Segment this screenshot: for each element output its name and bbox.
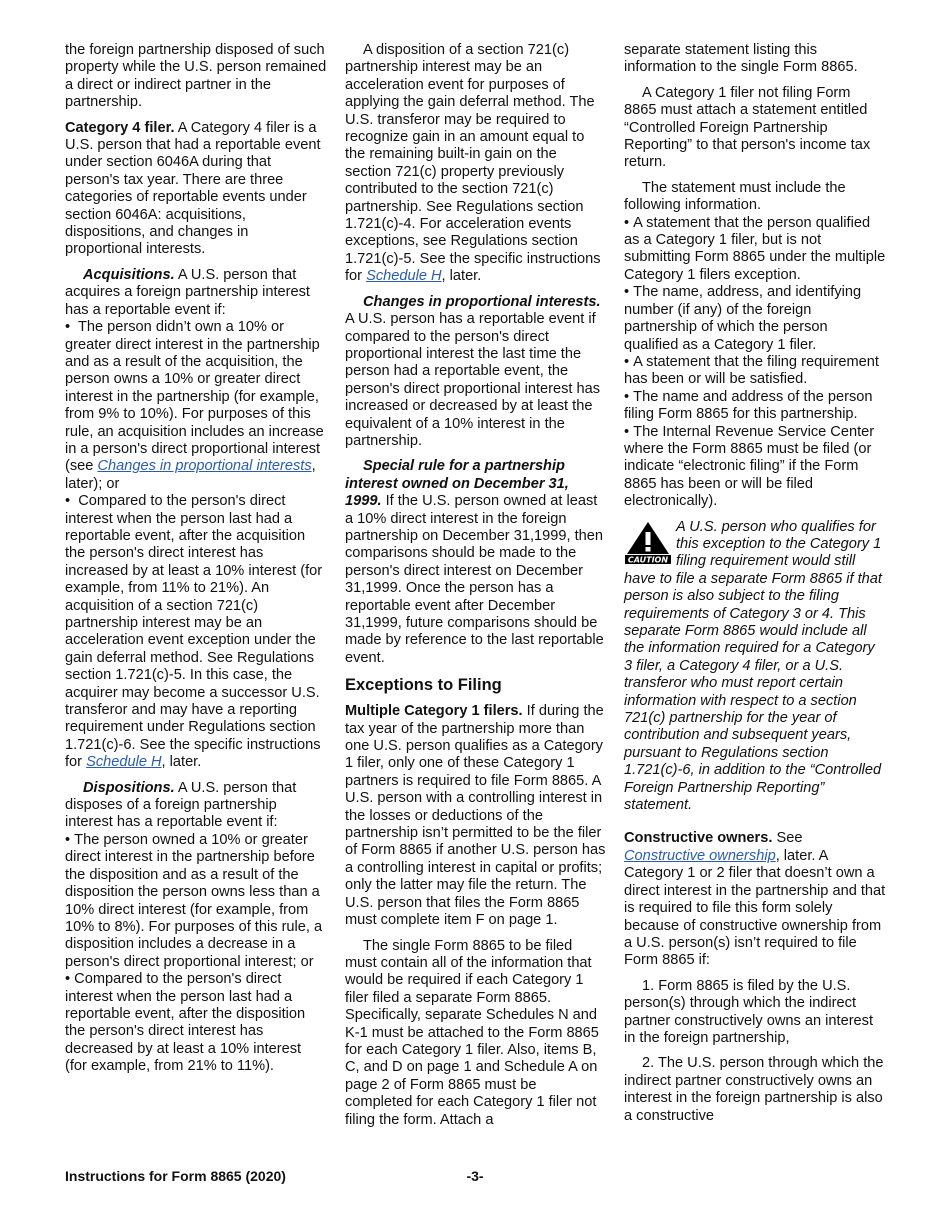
- intro-paragraph: the foreign partnership disposed of such property while the U.S. person remained a direct or indirect partner in the partnership.: [65, 42, 327, 111]
- single-form-paragraph: The single Form 8865 to be filed must contain all of the information that would be required if each Category 1 filer filed a separate Form 8865. Specifically, separate Schedules N and K-1 must be attached to the Form 8865 for each Category 1 filer. Also, items B, C, and D on page 1 and Schedule A on page 2 of Form 8865 must be completed for each Category 1 filer not filing the form. Attach a: [345, 937, 599, 1128]
- page-number: -3-: [466, 1168, 484, 1184]
- numbered-item: 2. The U.S. person through which the indirect partner constructively owns an interest in the foreign partnership is also a constructive: [624, 1055, 884, 1124]
- caution-text: A U.S. person who qualifies for this exception to the Category 1 filing requirement would still have to file a separate Form 8865 if that person is also subject to the filing requirements of Category 3 or 4. This separate Form 8865 would include all the information required for a Category 3 filer, a Category 4 filer, or a U.S. transferor who must report certain information with respect to a section 721(c) partnership for the year of contribution and subsequent years, pursuant to Regulations section 1.721(c)-6, in addition to the “Controlled Foreign Partnership Reporting” statement.: [624, 518, 882, 814]
- special-rule-text: If the U.S. person owned at least a 10% direct interest in the foreign partnership on December 31,1999, then comparisons should be made to the person's direct interest on December 31,1999. Once the person has a reportable event after December 31,1999, future comparisons should be made by reference to the last reportable event.: [345, 493, 604, 666]
- acquisitions-paragraph: [65, 267, 327, 319]
- category-4-text: A Category 4 filer is a U.S. person that had a reportable event under section 6046A during that person's tax year. There are three categories of reportable events under section 6046A: acquisitions, dispositions, and changes in proportional interests.: [65, 119, 321, 258]
- column-1: [65, 42, 327, 1076]
- changes-text: A U.S. person has a reportable event if compared to the person's direct proportional interest the last time the person had a reportable event, the person's direct proportional interest has increased or decreased by at least the equivalent of a 10% interest in the partnership.: [345, 311, 601, 449]
- changes-in-proportional-interests-link[interactable]: Changes in proportional interests: [97, 458, 312, 475]
- list-item: • The person didn’t own a 10% or greater direct interest in the partnership and as a result of the acquisition, the person owns a 10% or greater direct interest in the partnership (for example, from 9% to 10%). For purposes of this rule, an acquisition includes an increase in a person's direct proportional interest (see Changes in proportional interests, later); or: [65, 319, 327, 493]
- caution-note: [624, 519, 886, 815]
- changes-heading: Changes in proportional interests.: [363, 293, 601, 310]
- list-item: • The person owned a 10% or greater direct interest in the partnership before the disposition and as a result of the disposition the person owns less than a 10% direct interest (for example, from 10% to 8%). For purposes of this rule, a disposition includes a decrease in a person's direct proportional interest; or: [65, 832, 327, 971]
- column-2: [345, 42, 607, 1137]
- caution-label: CAUTION: [627, 555, 669, 565]
- special-rule-heading: Special rule for a partnership interest owned on December 31, 1999.: [345, 458, 569, 510]
- multiple-filers-text: If during the tax year of the partnership more than one U.S. person qualifies as a Category 1 filer, only one of these Category 1 partners is required to file Form 8865. A U.S. person with a controlling interest in the losses or deductions of the partnership isn’t permitted to be the filer of Form 8865 if another U.S. person has a controlling interest in capital or profits; only the latter may file the return. The U.S. person that files the Form 8865 must complete item F on page 1.: [345, 703, 606, 929]
- section-heading: Exceptions to Filing: [345, 676, 502, 695]
- list-item: • Compared to the person's direct interest when the person last had a reportable event, after the disposition the person's direct interest has decreased by at least a 10% interest (for example, from 21% to 11%).: [65, 971, 327, 1075]
- dispositions-heading: Dispositions.: [83, 779, 175, 796]
- multiple-filers-heading: Multiple Category 1 filers.: [345, 703, 523, 720]
- schedule-h-link[interactable]: Schedule H: [86, 754, 162, 771]
- list-item: • Compared to the person's direct interest when the person last had a reportable event, after the acquisition the person's direct interest has increased by at least a 10% interest (for example, from 11% to 21%). An acquisition of a section 721(c) partnership interest may be an acceleration event exception under the gain deferral method. See Regulations section 1.721(c)-5. In this case, the acquirer may become a successor U.S. transferor and may have a reporting requirement under Regulations section 1.721(c)-6. See the specific instructions for Schedule H, later.: [65, 493, 327, 772]
- special-rule-paragraph: [345, 458, 607, 667]
- list-item: • The name, address, and identifying number (if any) of the foreign partnership of which the person qualified as a Category 1 filer.: [624, 284, 886, 354]
- disposition-721c-paragraph: A disposition of a section 721(c) partnership interest may be an acceleration event for purposes of applying the gain deferral method. The U.S. transferor may be required to recognize gain in an amount equal to the remaining built-in gain on the section 721(c) property previously contributed to the section 721(c) partnership. See Regulations section 1.721(c)-4. For acceleration events exceptions, see Regulations section 1.721(c)-5. See the specific instructions for Schedule H, later.: [345, 42, 601, 285]
- constructive-owners-heading: Constructive owners.: [624, 830, 773, 847]
- multiple-filers-paragraph: [345, 703, 607, 929]
- acquisitions-text: A U.S. person that acquires a foreign partnership interest has a reportable event if:: [65, 266, 310, 318]
- dispositions-paragraph: [65, 780, 327, 832]
- list-item: • A statement that the filing requirement has been or will be satisfied.: [624, 354, 886, 389]
- list-item: • A statement that the person qualified as a Category 1 filer, but is not submitting Form 8865 under the multiple Category 1 filers exception.: [624, 215, 886, 285]
- numbered-item: 1. Form 8865 is filed by the U.S. person(s) through which the indirect partner constructively owns an interest in the foreign partnership,: [624, 977, 874, 1046]
- schedule-h-link[interactable]: Schedule H: [366, 268, 442, 285]
- statement-paragraph: A Category 1 filer not filing Form 8865 must attach a statement entitled “Controlled Foreign Partnership Reporting” to that person's income tax return.: [624, 84, 871, 171]
- column-3: [624, 42, 886, 1133]
- dispositions-text: A U.S. person that disposes of a foreign partnership interest has a reportable event if:: [65, 779, 297, 831]
- constructive-owners-paragraph: Constructive owners. See Constructive ownership, later. A Category 1 or 2 filer that doesn’t own a direct interest in the partnership and that is required to file this form solely because of constructive ownership from a U.S. person(s) isn’t required to file Form 8865 if:: [624, 830, 886, 969]
- caution-triangle-icon: [624, 521, 672, 565]
- list-item: • The Internal Revenue Service Center where the Form 8865 must be filed (or indicate “electronic filing” if the Form 8865 has been or will be filed electronically).: [624, 424, 886, 511]
- statement-include-paragraph: The statement must include the following information.: [624, 179, 846, 214]
- continued-paragraph: separate statement listing this information to the single Form 8865.: [624, 42, 858, 76]
- list-item: • The name and address of the person filing Form 8865 for this partnership.: [624, 389, 886, 424]
- constructive-ownership-link[interactable]: Constructive ownership: [624, 847, 776, 864]
- footer-form-title: Instructions for Form 8865 (2020): [65, 1168, 286, 1184]
- acquisitions-heading: Acquisitions.: [83, 266, 175, 283]
- category-4-heading: Category 4 filer.: [65, 119, 175, 136]
- category-4-paragraph: [65, 120, 327, 259]
- changes-paragraph: [345, 294, 607, 451]
